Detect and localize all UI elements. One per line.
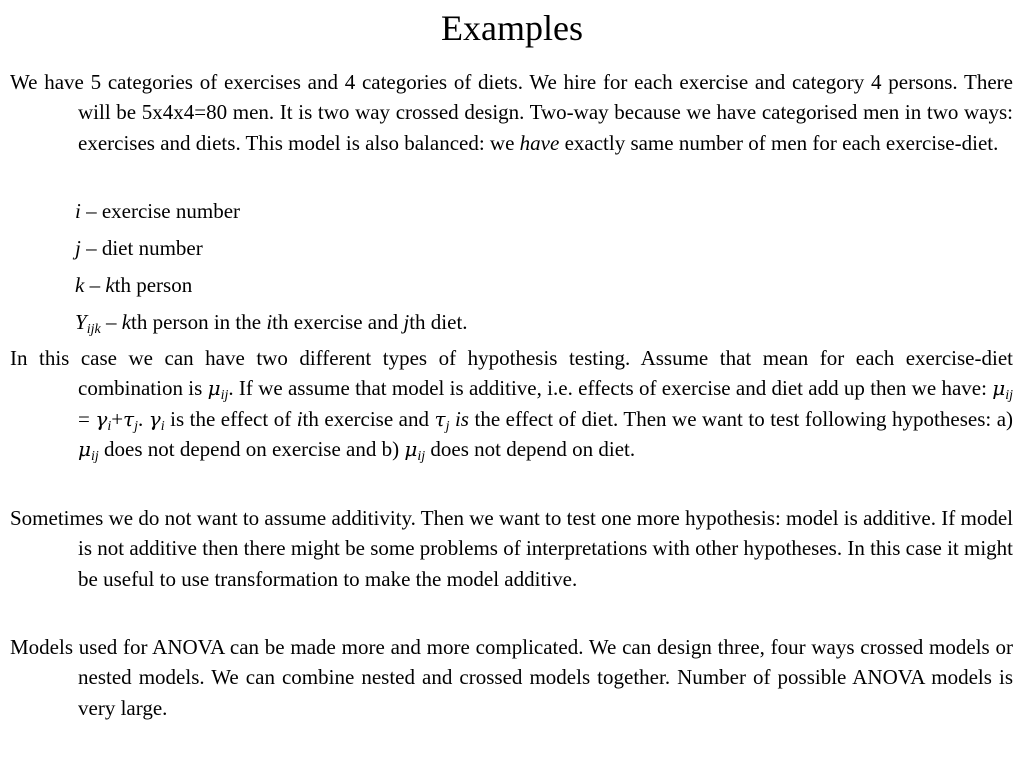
tau-subscript: j <box>445 418 450 434</box>
equation-mu: μ <box>992 376 1006 401</box>
var-y-subscript: ijk <box>86 322 101 337</box>
var-k-inline: k <box>105 273 115 297</box>
variable-definitions <box>75 193 468 341</box>
var-y-i: i <box>266 310 273 334</box>
hyp-text-5: the effect of diet. Then we want to test following hypotheses: a) <box>468 406 1014 431</box>
definition-j <box>75 230 468 267</box>
equation-tau-subscript: j <box>134 418 139 434</box>
gamma-symbol: γ <box>148 406 161 431</box>
equation-gamma-subscript: i <box>107 418 112 434</box>
hyp-text-6: does not depend on exercise and b) <box>98 436 405 461</box>
hyp-text-7: does not depend on diet. <box>425 436 636 461</box>
hyp-dot: . <box>138 406 149 431</box>
gamma-subscript: i <box>160 418 165 434</box>
definition-j-text: – diet number <box>80 236 203 260</box>
definition-i <box>75 193 468 230</box>
var-y-j: j <box>403 310 410 334</box>
paragraph-design-text-1: We have 5 categories of exercises and 4 categories of diets. We hire for each exercise and category 4 persons. There will be 5x4x4=80 men. It is two way crossed design. Two-way because we have categorised men in two ways: exercises and diets. This model is also balanced: we <box>10 70 1013 155</box>
definition-y-text-1: th person in the <box>131 310 267 334</box>
emphasis-have: have <box>519 130 560 155</box>
var-i: i <box>75 199 81 223</box>
definition-y-text-3: th diet. <box>409 310 468 334</box>
hyp-text-2: . If we assume that model is additive, i.e. effects of exercise and diet add up then we have: <box>228 376 993 401</box>
var-y: Y <box>75 310 87 334</box>
definition-y <box>75 304 468 341</box>
emphasis-is: is <box>449 406 469 431</box>
paragraph-design-text-2: exactly same number of men for each exercise-diet. <box>559 130 999 155</box>
var-j: j <box>75 236 81 260</box>
equation-gamma: γ <box>95 406 108 431</box>
definition-k-text: th person <box>114 273 193 297</box>
hyp-text-4: th exercise and <box>302 406 435 431</box>
mu-subscript: ij <box>220 388 229 404</box>
hyp-text-1: In this case we can have two different types of hypothesis testing. Assume that mean for each exercise-diet combination is <box>10 346 1013 401</box>
hyp-text-3: is the effect of <box>164 406 297 431</box>
definition-i-text: – exercise number <box>80 199 241 223</box>
equation-tau: τ <box>123 406 135 431</box>
var-y-k: k <box>121 310 132 334</box>
paragraph-anova-models: Models used for ANOVA can be made more and more complicated. We can design three, four ways crossed models or nested models. We can combine nested and crossed models together. Number of possible ANOVA models is very large. <box>10 635 1013 720</box>
mu-subscript-b: ij <box>417 448 426 464</box>
equation-mu-subscript: ij <box>1005 388 1013 404</box>
tau-symbol: τ <box>434 406 446 431</box>
paragraph-design <box>10 67 1013 158</box>
definition-k <box>75 267 468 304</box>
paragraph-hypotheses <box>10 343 1013 464</box>
definition-k-dash: – <box>84 273 106 297</box>
var-k: k <box>75 273 85 297</box>
equation-equals: = <box>78 406 96 431</box>
equation-plus: + <box>111 406 124 431</box>
definition-y-dash: – <box>100 310 122 334</box>
definition-y-text-2: th exercise and <box>272 310 404 334</box>
slide-title: Examples <box>441 8 583 48</box>
mu-symbol-a: μ <box>78 436 91 461</box>
paragraph-additivity: Sometimes we do not want to assume additivity. Then we want to test one more hypothesis: model is additive. If model is not additive then there might be some problems of interpretations with other hypotheses. In this case it might be useful to use transformation to make the model additive. <box>10 506 1013 591</box>
mu-subscript-a: ij <box>91 448 99 464</box>
var-ith: i <box>296 406 303 431</box>
mu-symbol: μ <box>207 376 221 401</box>
mu-symbol-b: μ <box>404 436 418 461</box>
